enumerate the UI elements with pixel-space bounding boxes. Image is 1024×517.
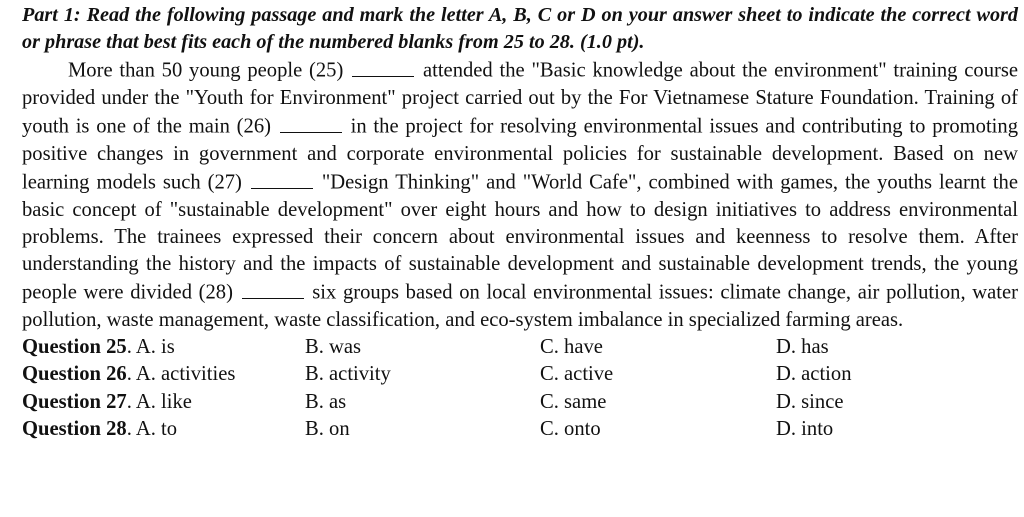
option-c: C. have (540, 336, 603, 359)
option-d: D. action (776, 363, 852, 386)
passage-segment-4: "Design Thinking" and "World Cafe", combined with games, the youths learnt the basic concept of "sustainable development" over eight hours and how to design initiatives to address environmental problems. The trainees expressed their concern about environmental issues and keenness to resolve them. After understanding the history and the impacts of sustainable development and sustainable development trends, the young people were divided (28) (22, 171, 1018, 304)
instruction-heading: Part 1: Read the following passage and mark the letter A, B, C or D on your answer sheet to indicate the correct word or phrase that best fits each of the numbered blanks from 25 to 28. (1.0 pt). (22, 4, 1018, 53)
option-c: C. onto (540, 417, 601, 440)
question-row-28 (22, 416, 1018, 443)
passage-segment-1: More than 50 young people (25) (68, 59, 344, 82)
passage-segment-5: six groups based on local environmental issues: climate change, air pollution, water pollution, waste management, waste classification, and eco-system imbalance in specialized farming areas. (22, 281, 1018, 332)
option-b: B. activity (305, 363, 391, 386)
question-row-25 (22, 334, 1018, 361)
option-a: . A. to (126, 417, 178, 440)
blank-27 (251, 168, 313, 189)
question-label: Question 25 (22, 336, 127, 359)
option-d: D. into (776, 417, 834, 440)
question-label: Question 26 (22, 363, 127, 386)
blank-26 (280, 112, 342, 133)
option-a: . A. is (126, 336, 175, 359)
option-a: . A. like (126, 390, 192, 413)
blank-25 (352, 56, 414, 77)
option-b: B. on (305, 417, 350, 440)
question-row-27 (22, 389, 1018, 416)
question-row-26 (22, 361, 1018, 388)
question-label: Question 27 (22, 390, 127, 413)
option-d: D. since (776, 390, 844, 413)
reading-passage (22, 56, 1018, 334)
blank-28 (242, 278, 304, 299)
option-b: B. was (305, 336, 362, 359)
option-d: D. has (776, 336, 829, 359)
question-list (22, 334, 1018, 443)
passage-segment-3: in the project for resolving environmental issues and contributing to promoting positive changes in government and corporate environmental policies for sustainable development. Based on new learning models such (27) (22, 115, 1018, 194)
question-label: Question 28 (22, 417, 127, 440)
option-b: B. as (305, 390, 347, 413)
option-c: C. same (540, 390, 607, 413)
passage-segment-2: attended the "Basic knowledge about the environment" training course provided under the "Youth for Environment" project carried out by the For Vietnamese Stature Foundation. Training of youth is one of the main (26) (22, 59, 1019, 138)
option-c: C. active (540, 363, 614, 386)
option-a: . A. activities (126, 363, 236, 386)
